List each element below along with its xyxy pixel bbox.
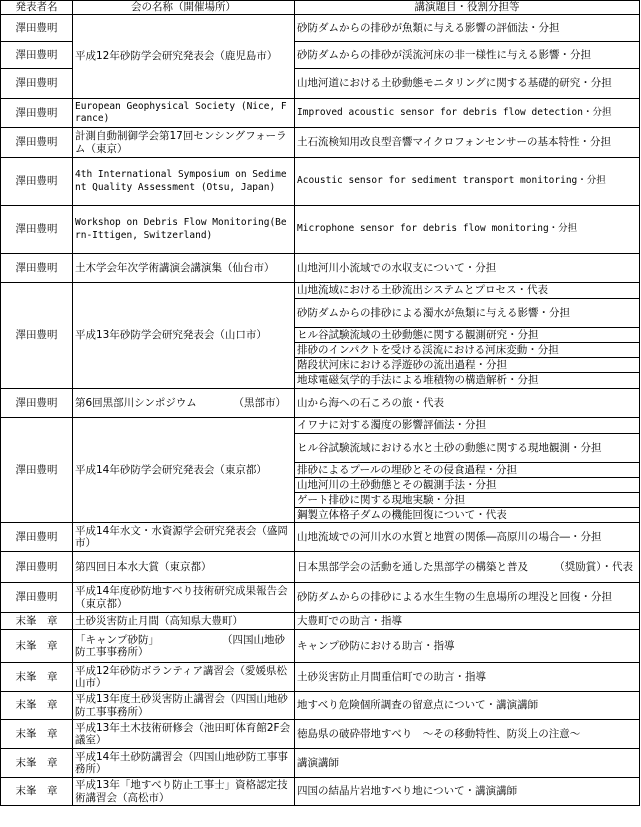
- presenter-cell: 澤田豊明: [1, 389, 73, 418]
- table-row: [1, 613, 640, 630]
- presenter-cell: 末峯 章: [1, 692, 73, 720]
- table-row: [1, 418, 640, 434]
- title-cell: 山から海への石ころの旅・代表: [295, 389, 640, 418]
- table-row: [1, 630, 640, 663]
- table-row: [1, 749, 640, 778]
- meeting-cell: 平成14年度砂防地すべり技術研究成果報告会（東京都）: [73, 583, 295, 613]
- table-row: [1, 283, 640, 299]
- header-meeting: 会の名称（開催場所）: [73, 1, 295, 15]
- title-cell: イワナに対する濁度の影響評価法・分担: [295, 418, 640, 434]
- meeting-cell: 平成12年砂防ボランティア講習会（愛媛県松山市）: [73, 663, 295, 692]
- title-cell: ヒル谷試験流域の土砂動態に関する観測研究・分担: [295, 328, 640, 343]
- presenter-cell: 澤田豊明: [1, 128, 73, 158]
- meeting-cell: 平成14年砂防学会研究発表会（東京都）: [73, 418, 295, 523]
- title-cell: 徳島県の破砕帯地すべり ～その移動特性、防災上の注意～: [295, 720, 640, 749]
- title-cell: Microphone sensor for debris flow monitoring・分担: [295, 206, 640, 254]
- title-cell: 地すべり危険個所調査の留意点について・講演講師: [295, 692, 640, 720]
- table-row: [1, 254, 640, 283]
- meeting-cell: 平成13年「地すべり防止工事士」資格認定技術講習会（高松市）: [73, 778, 295, 806]
- presenter-cell: 澤田豊明: [1, 15, 73, 42]
- title-cell: ゲート排砂に関する現地実験・分担: [295, 493, 640, 508]
- title-cell: 鋼製立体格子ダムの機能回復について・代表: [295, 508, 640, 523]
- meeting-cell: 4th International Symposium on Sediment Quality Assessment (Otsu, Japan): [73, 158, 295, 206]
- table-row: [1, 128, 640, 158]
- presenter-cell: 澤田豊明: [1, 254, 73, 283]
- meeting-cell: Workshop on Debris Flow Monitoring(Bern-Ittigen, Switzerland): [73, 206, 295, 254]
- title-cell: 山地河川小流域での水収支について・分担: [295, 254, 640, 283]
- table-row: [1, 692, 640, 720]
- meeting-cell: 土砂災害防止月間（高知県大豊町）: [73, 613, 295, 630]
- presenter-cell: 澤田豊明: [1, 42, 73, 69]
- table-row: [1, 720, 640, 749]
- title-cell: 排砂のインパクトを受ける渓流における河床変動・分担: [295, 343, 640, 358]
- presenter-cell: 澤田豊明: [1, 69, 73, 99]
- table-row: [1, 523, 640, 552]
- presenter-cell: 末峯 章: [1, 663, 73, 692]
- title-cell: 講演講師: [295, 749, 640, 778]
- title-cell: 砂防ダムからの排砂による濁水が魚類に与える影響・分担: [295, 299, 640, 328]
- table-row: [1, 158, 640, 206]
- table-row: [1, 389, 640, 418]
- title-cell: 砂防ダムからの排砂が魚類に与える影響の評価法・分担: [295, 15, 640, 42]
- title-cell: 階段状河床における浮遊砂の流出過程・分担: [295, 358, 640, 373]
- meeting-cell: 平成14年水文・水資源学会研究発表会（盛岡市）: [73, 523, 295, 552]
- title-cell: 大豊町での助言・指導: [295, 613, 640, 630]
- meeting-cell: 「キャンプ砂防」 （四国山地砂防工事事務所）: [73, 630, 295, 663]
- presenter-cell: 末峯 章: [1, 720, 73, 749]
- title-cell: 四国の結晶片岩地すべり地について・講演講師: [295, 778, 640, 806]
- presenter-cell: 末峯 章: [1, 749, 73, 778]
- meeting-cell: 平成14年土砂防講習会（四国山地砂防工事事務所）: [73, 749, 295, 778]
- table-row: [1, 15, 640, 42]
- title-cell: 地球電磁気学的手法による堆積物の構造解析・分担: [295, 373, 640, 389]
- meeting-cell: 平成13年土木技術研修会（池田町体育館2F会議室）: [73, 720, 295, 749]
- meeting-cell: 第6回黒部川シンポジウム （黒部市）: [73, 389, 295, 418]
- meeting-cell: 計測自動制御学会第17回センシングフォーラム（東京）: [73, 128, 295, 158]
- title-cell: 山地河川の土砂動態とその観測手法・分担: [295, 478, 640, 493]
- title-cell: 土石流検知用改良型音響マイクロフォンセンサーの基本特性・分担: [295, 128, 640, 158]
- presenter-cell: 末峯 章: [1, 613, 73, 630]
- meeting-cell: 平成13年度土砂災害防止講習会（四国山地砂防工事事務所）: [73, 692, 295, 720]
- header-title: 講演題目・役割分担等: [295, 1, 640, 15]
- meeting-cell: 平成12年砂防学会研究発表会（鹿児島市）: [73, 15, 295, 99]
- table-row: [1, 99, 640, 128]
- title-cell: Improved acoustic sensor for debris flow detection・分担: [295, 99, 640, 128]
- header-presenter: 発表者名: [1, 1, 73, 15]
- presenter-cell: 澤田豊明: [1, 523, 73, 552]
- title-cell: 山地河道における土砂動態モニタリングに関する基礎的研究・分担: [295, 69, 640, 99]
- presenter-cell: 澤田豊明: [1, 583, 73, 613]
- title-cell: 排砂によるプールの埋砂とその侵食過程・分担: [295, 463, 640, 478]
- meeting-cell: 土木学会年次学術講演会講演集（仙台市）: [73, 254, 295, 283]
- title-cell: 砂防ダムからの排砂が渓流河床の非一様性に与える影響・分担: [295, 42, 640, 69]
- title-cell: 土砂災害防止月間重信町での助言・指導: [295, 663, 640, 692]
- meeting-cell: 平成13年砂防学会研究発表会（山口市）: [73, 283, 295, 389]
- meeting-cell: 第四回日本水大賞（東京都）: [73, 552, 295, 583]
- title-cell: キャンプ砂防における助言・指導: [295, 630, 640, 663]
- presenter-cell: 澤田豊明: [1, 283, 73, 389]
- presenter-cell: 澤田豊明: [1, 552, 73, 583]
- meeting-cell: European Geophysical Society (Nice, France): [73, 99, 295, 128]
- presenter-cell: 澤田豊明: [1, 206, 73, 254]
- table-row: [1, 206, 640, 254]
- table-row: [1, 583, 640, 613]
- table-row: [1, 663, 640, 692]
- table-row: [1, 552, 640, 583]
- presenter-cell: 澤田豊明: [1, 158, 73, 206]
- header-row: [1, 1, 640, 15]
- title-cell: 山地流域における土砂流出システムとプロセス・代表: [295, 283, 640, 299]
- presenter-cell: 末峯 章: [1, 630, 73, 663]
- title-cell: Acoustic sensor for sediment transport monitoring・分担: [295, 158, 640, 206]
- table-row: [1, 778, 640, 806]
- presenter-cell: 澤田豊明: [1, 99, 73, 128]
- presenter-cell: 末峯 章: [1, 778, 73, 806]
- title-cell: 砂防ダムからの排砂による水生生物の生息場所の埋没と回復・分担: [295, 583, 640, 613]
- title-cell: ヒル谷試験流域における水と土砂の動態に関する現地観測・分担: [295, 434, 640, 463]
- title-cell: 山地流域での河川水の水質と地質の関係―高原川の場合―・分担: [295, 523, 640, 552]
- presenter-cell: 澤田豊明: [1, 418, 73, 523]
- title-cell: 日本黒部学会の活動を通した黒部学の構築と普及 （奨励賞）・代表: [295, 552, 640, 583]
